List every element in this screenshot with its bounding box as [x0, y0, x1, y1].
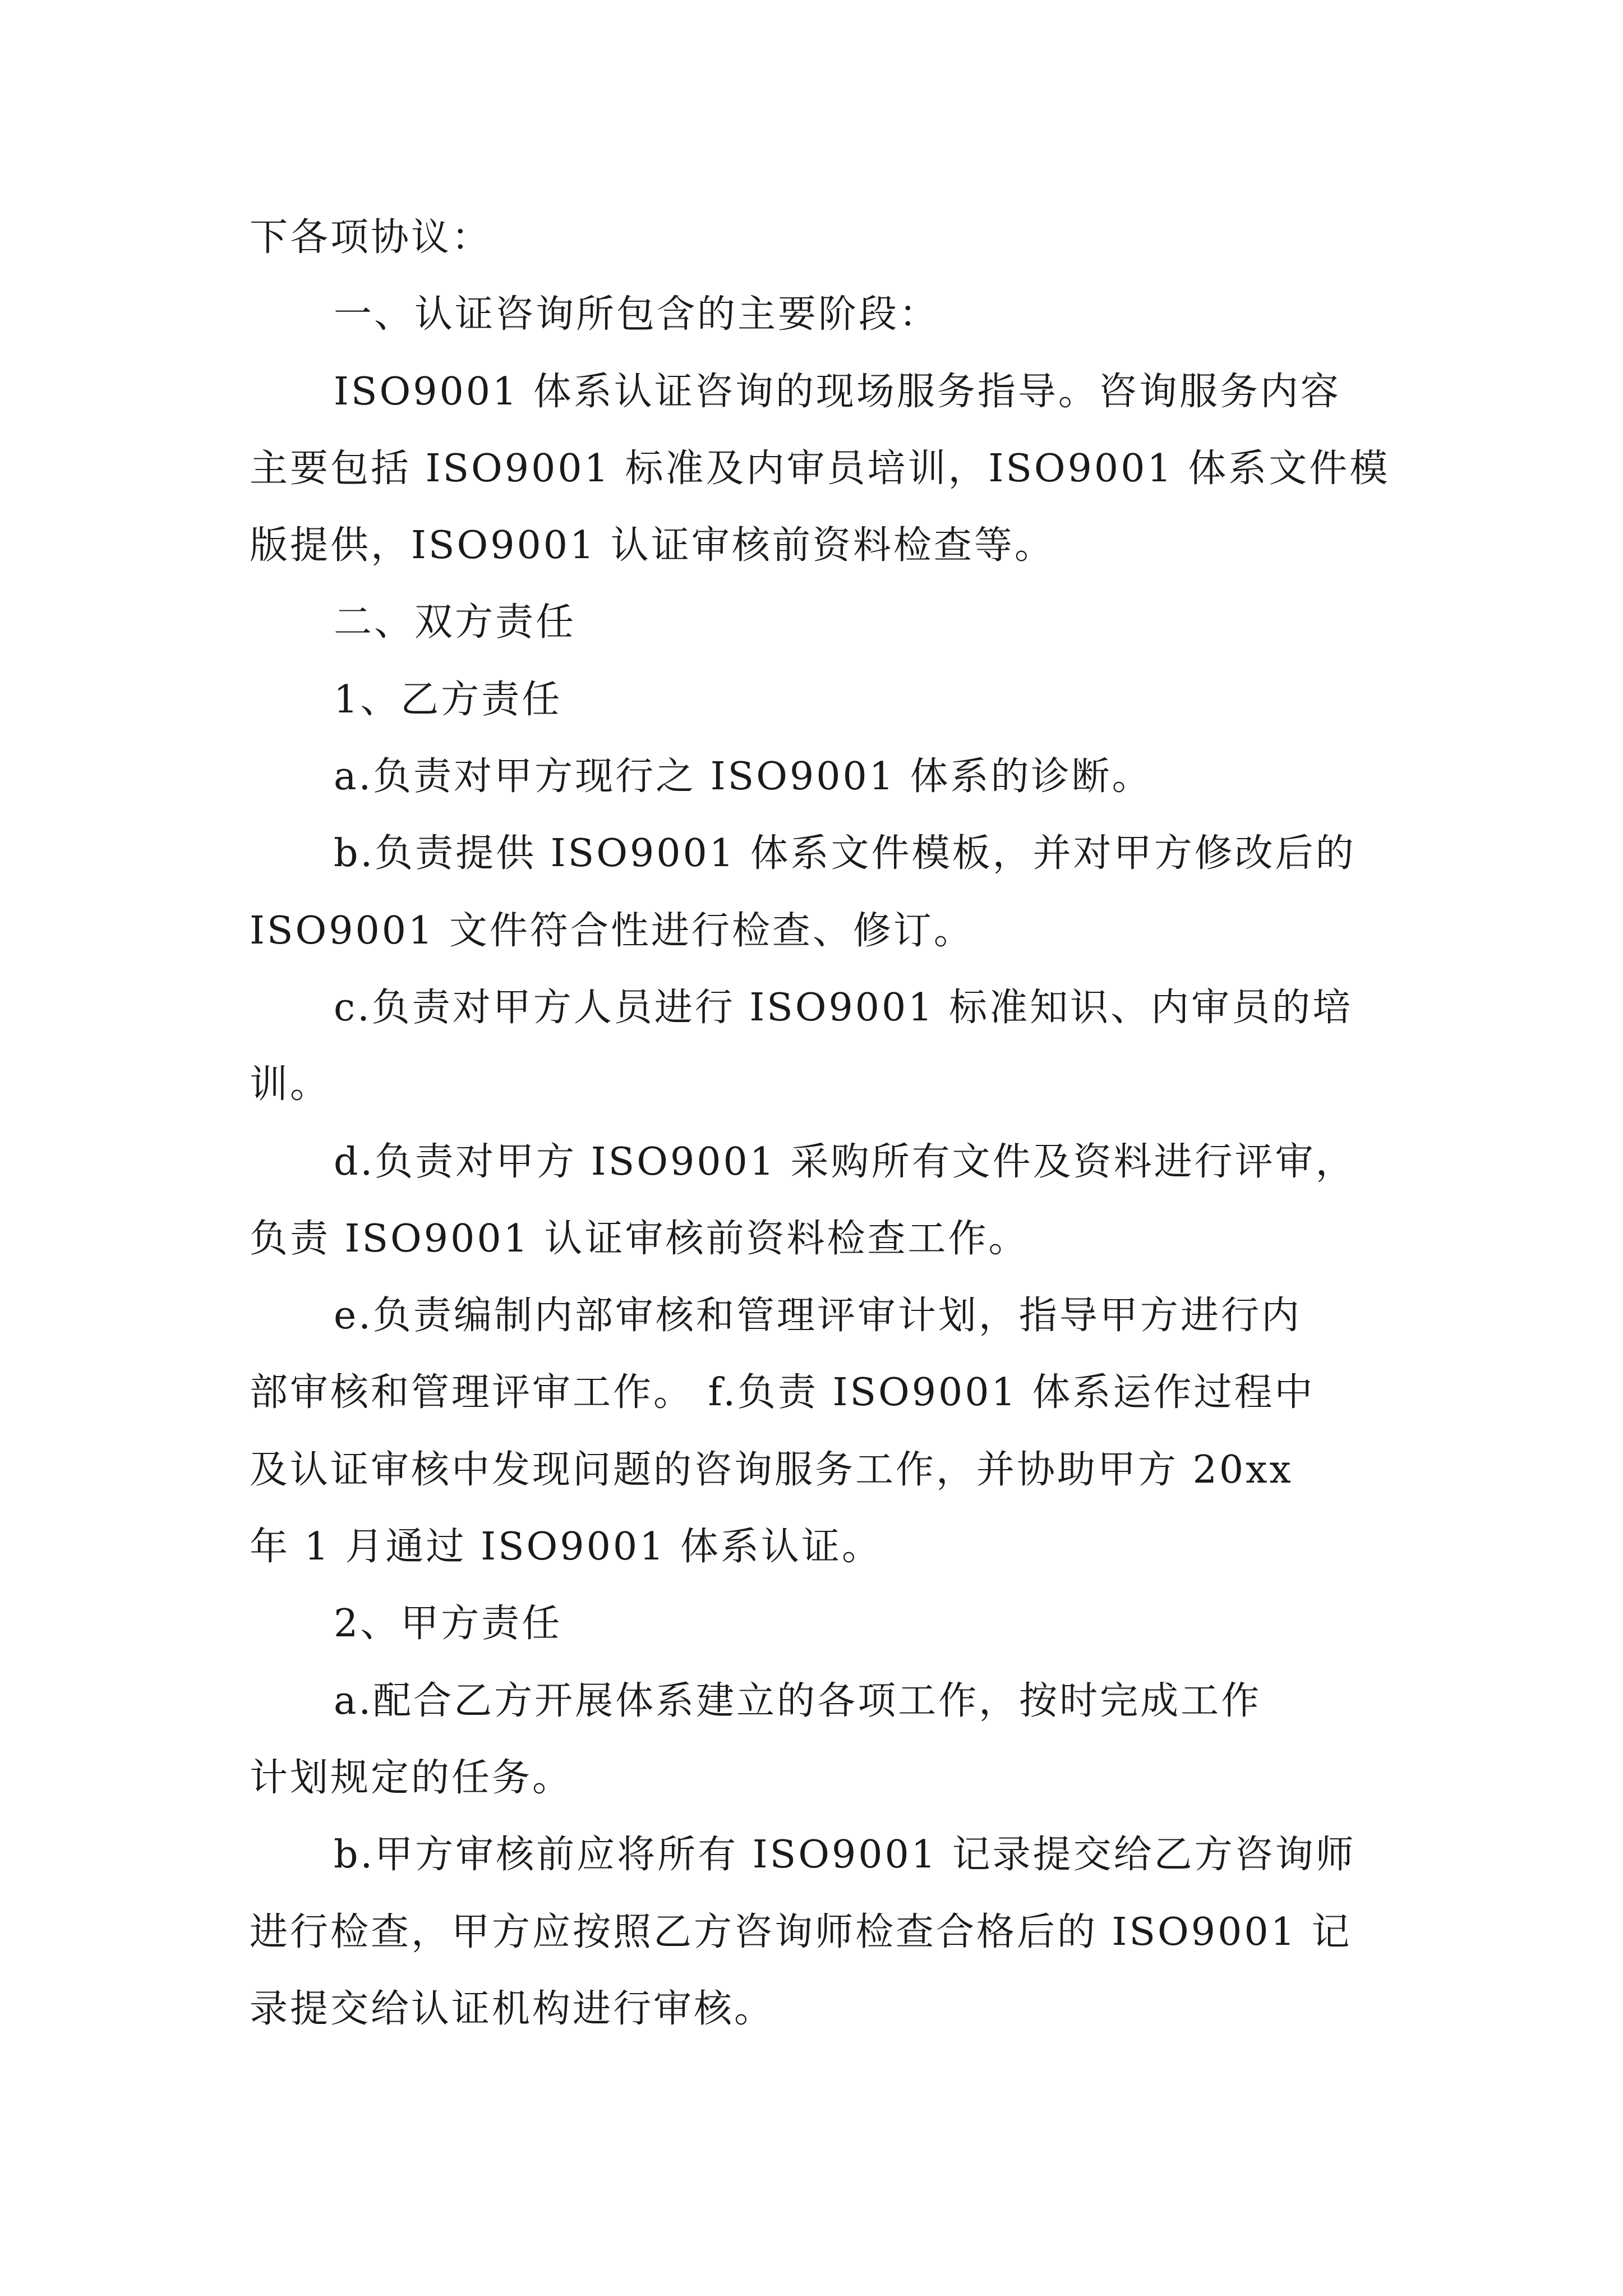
text-line: b.甲方审核前应将所有 ISO9001 记录提交给乙方咨询师 — [334, 1833, 1356, 1878]
section-heading-responsibilities: 二、双方责任 — [334, 600, 577, 645]
text-line: 版提供，ISO9001 认证审核前资料检查等。 — [250, 523, 1055, 568]
text-line: 进行检查，甲方应按照乙方咨询师检查合格后的 ISO9001 记 — [250, 1910, 1352, 1954]
text-line: 年 1 月通过 ISO9001 体系认证。 — [250, 1525, 882, 1570]
text-line: 负责 ISO9001 认证审核前资料检查工作。 — [250, 1216, 1029, 1261]
subheading-party-a: 2、甲方责任 — [334, 1602, 562, 1646]
text-line: c.负责对甲方人员进行 ISO9001 标准知识、内审员的培 — [334, 985, 1353, 1030]
text-line: d.负责对甲方 ISO9001 采购所有文件及资料进行评审， — [334, 1139, 1356, 1184]
text-line: 训。 — [250, 1062, 331, 1107]
text-line: b.负责提供 ISO9001 体系文件模板，并对甲方修改后的 — [334, 831, 1356, 876]
text-line: 主要包括 ISO9001 标准及内审员培训，ISO9001 体系文件模 — [250, 446, 1390, 491]
section-heading-stages: 一、认证咨询所包含的主要阶段： — [334, 292, 940, 337]
text-line: 计划规定的任务。 — [250, 1755, 573, 1800]
text-line: e.负责编制内部审核和管理评审计划，指导甲方进行内 — [334, 1294, 1302, 1338]
text-line: ISO9001 文件符合性进行检查、修订。 — [250, 908, 974, 953]
text-line: a.负责对甲方现行之 ISO9001 体系的诊断。 — [334, 754, 1152, 799]
text-line: ISO9001 体系认证咨询的现场服务指导。咨询服务内容 — [334, 369, 1341, 414]
text-line: 下各项协议： — [250, 215, 492, 260]
text-line: a.配合乙方开展体系建立的各项工作，按时完成工作 — [334, 1678, 1262, 1723]
text-line: 及认证审核中发现问题的咨询服务工作，并协助甲方 20xx — [250, 1447, 1293, 1492]
text-line: 录提交给认证机构进行审核。 — [250, 1986, 775, 2031]
subheading-party-b: 1、乙方责任 — [334, 677, 562, 722]
agreement-text — [250, 199, 1390, 2047]
text-line: 部审核和管理评审工作。 f.负责 ISO9001 体系运作过程中 — [250, 1370, 1315, 1415]
